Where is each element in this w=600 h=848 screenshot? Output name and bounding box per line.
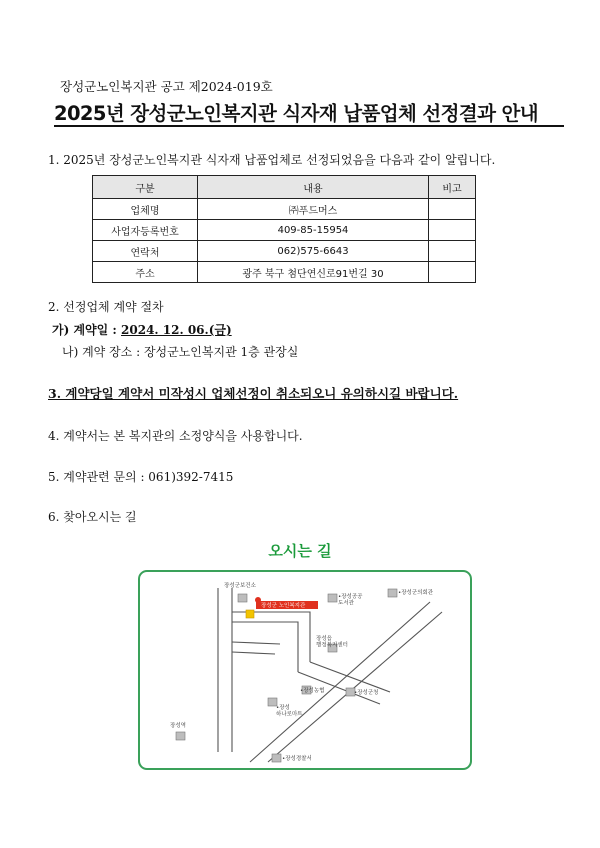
map-label-police: •장성경찰서 (282, 756, 312, 762)
contract-date-value: 2024. 12. 06.(금) (121, 323, 232, 337)
row-label: 연락처 (93, 241, 198, 262)
section-2-heading: 2. 선정업체 계약 절차 (48, 300, 164, 314)
table-header-row (93, 176, 476, 199)
row-note (429, 262, 476, 283)
section-3-warning: 3. 계약당일 계약서 미작성시 업체선정이 취소되오니 유의하시길 바랍니다. (48, 386, 459, 401)
row-value: 062)575-6643 (198, 241, 429, 262)
row-note (429, 199, 476, 220)
building-icon (176, 732, 185, 740)
contract-date (52, 321, 232, 338)
vendor-info-table (92, 175, 476, 283)
map-label-library: •장성공공 도서관 (338, 594, 363, 607)
title-underline (54, 125, 564, 127)
table-row (93, 199, 476, 220)
building-icon (328, 594, 337, 602)
row-value: 409-85-15954 (198, 220, 429, 241)
table-row (93, 262, 476, 283)
row-label: 사업자등록번호 (93, 220, 198, 241)
row-value: ㈜푸드머스 (198, 199, 429, 220)
map-label-nonghyup: •장성농협 (300, 688, 325, 694)
table-header-note: 비고 (429, 176, 476, 199)
location-map (138, 570, 472, 770)
section-5-contact: 5. 계약관련 문의 : 061)392-7415 (48, 470, 234, 484)
section-1-text: 1. 2025년 장성군노인복지관 식자재 납품업체로 선정되었음을 다음과 같이 알립니다. (48, 153, 496, 167)
map-buildings (176, 589, 397, 762)
section-6-heading: 6. 찾아오시는 길 (48, 510, 137, 524)
map-svg (140, 572, 470, 768)
contract-place: 나) 계약 장소 : 장성군노인복지관 1층 관장실 (62, 345, 299, 359)
map-label-senior-center: 장성군 노인복지관 (261, 603, 306, 609)
section-4-text: 4. 계약서는 본 복지관의 소정양식을 사용합니다. (48, 429, 303, 443)
table-row (93, 220, 476, 241)
page-title: 2025년 장성군노인복지관 식자재 납품업체 선정결과 안내 (54, 102, 539, 125)
map-label-county-council: •장성군의회관 (398, 590, 434, 596)
row-value: 광주 북구 첨단연신로91번길 30 (198, 262, 429, 283)
senior-center-building-icon (246, 610, 254, 618)
table-header-category: 구분 (93, 176, 198, 199)
building-icon (388, 589, 397, 597)
row-note (429, 241, 476, 262)
row-label: 주소 (93, 262, 198, 283)
table-row (93, 241, 476, 262)
map-label-welfare-center: 장성읍 행정복지센터 (316, 636, 348, 649)
map-label-market: •장성 하나로마트 (276, 705, 303, 718)
building-icon (272, 754, 281, 762)
building-icon (238, 594, 247, 602)
map-label-health-center: 장성군보건소 (224, 583, 256, 589)
map-label-station: 장성역 (170, 723, 186, 729)
table-header-content: 내용 (198, 176, 429, 199)
row-note (429, 220, 476, 241)
row-label: 업체명 (93, 199, 198, 220)
map-title: 오시는 길 (268, 542, 332, 560)
map-label-county-office: •장성군청 (354, 690, 379, 696)
notice-number: 장성군노인복지관 공고 제2024-019호 (60, 79, 273, 94)
contract-date-label: 가) 계약일 : (52, 323, 122, 337)
